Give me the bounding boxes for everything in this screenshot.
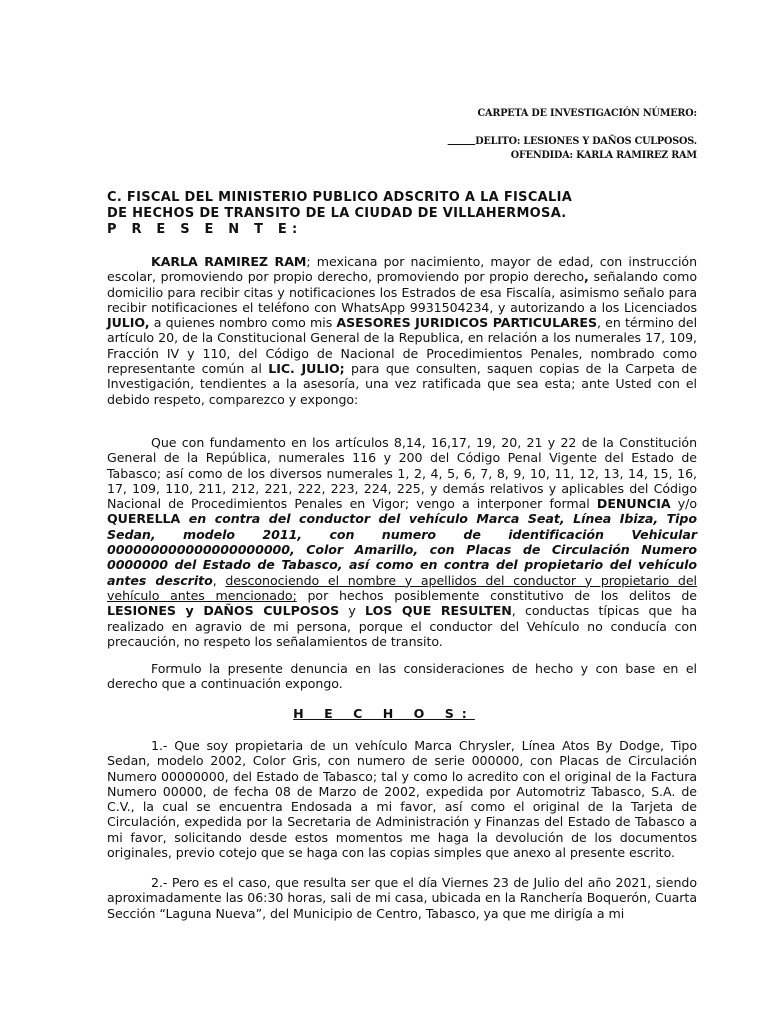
fact-1 bbox=[107, 738, 697, 860]
text-segment: señalando como domicilio para recibir citas y notificaciones los Estrados de esa Fiscalía, asimismo señalo para recibir notificaciones el teléfono con WhatsApp 9931504234, y autorizando a los Licenciados bbox=[107, 269, 697, 315]
text-segment: 2.- Pero es el caso, que resulta ser que el día Viernes 23 de Julio del año 2021, siendo aproximadamente las 06:30 horas, sali de mi casa, ubicada en la Ranchería Boquerón, Cuarta Sección “Laguna Nueva”, del Municipio de Centro, Tabasco, ya que me dirigía a mi bbox=[107, 875, 697, 921]
text-segment: por hechos posiblemente constitutivo de los delitos de bbox=[296, 587, 697, 603]
facts-heading: H E C H O S: bbox=[293, 706, 475, 721]
text-segment: y/o bbox=[670, 496, 697, 512]
text-segment: , conductas típicas que ha realizado en agravio de mi persona, porque el conductor del Vehículo no conducía con precaución, no respeto los señalamientos de transito. bbox=[107, 603, 697, 649]
paragraph-formulation bbox=[107, 661, 697, 692]
text-segment: a quienes nombro como mis bbox=[149, 315, 337, 331]
text-segment: para que consulten, saquen copias de la Carpeta de Investigación, tendientes a la asesoría, una vez ratificada que sea esta; ante Usted con el debido respeto, comparezco y expongo: bbox=[107, 361, 698, 407]
text-segment: 1.- Que soy propietaria de un vehículo Marca Chrysler, Línea Atos By Dodge, Tipo Sedan, modelo 2002, Color Gris, con numero de serie 000000, con Placas de Circulación Numero 00000000, del Estado de Tabasco; tal y como lo acredito con el original de la Factura Numero 00000, de fecha 08 de Marzo de 2002, expedida por Automotriz Tabasco, S.A. de C.V., la cual se encuentra Endosada a mi favor, así como el original de la Tarjeta de Circulación, expedida por la Secretaria de Administración y Finanzas del Estado de Tabasco a mi favor, solicitando desde estos momentos me haga la devolución de los documentos originales, previo cotejo que se haga con las copias simples que anexo al presente escrito. bbox=[107, 738, 697, 861]
paragraph-complaint bbox=[107, 435, 697, 649]
text-segment: , en término del artículo 20, de la Constitucional General de la Republica, en relación a los numerales 17, 109, Fracción IV y 110, del Código de Nacional de Procedimientos Penales, nombrado como representante común al bbox=[107, 315, 698, 377]
text-segment: Formulo la presente denuncia en las consideraciones de hecho y con base en el derecho que a continuación expongo. bbox=[107, 661, 697, 692]
vehicle-description: en contra del conductor del vehículo Marca Seat, Línea Ibiza, Tipo Sedan, modelo 2011, con numero de identificación Vehicular 000000000000000000000, Color Amarillo, con Placas de Circulación Numero 0000000 del Estado de Tabasco, así como en contra del propietario del vehículo antes descrito bbox=[107, 511, 697, 588]
text-segment-bold: , bbox=[584, 269, 589, 285]
text-segment: y bbox=[339, 603, 366, 619]
offense-label: DELITO: LESIONES Y DAÑOS CULPOSOS. bbox=[475, 135, 697, 147]
paragraph-introduction bbox=[107, 254, 697, 407]
denuncia-label: DENUNCIA bbox=[596, 496, 671, 512]
lawyer-name: JULIO, bbox=[107, 315, 150, 331]
representative-name: LIC. JULIO; bbox=[268, 361, 345, 377]
offense-name: LESIONES y DAÑOS CULPOSOS bbox=[107, 603, 340, 619]
addressee-line-2: DE HECHOS DE TRANSITO DE LA CIUDAD DE VILLAHERMOSA. bbox=[107, 206, 567, 221]
legal-advisors-label: ASESORES JURIDICOS PARTICULARES bbox=[336, 315, 597, 331]
addressee-line-1: C. FISCAL DEL MINISTERIO PUBLICO ADSCRITO A LA FISCALIA bbox=[107, 190, 573, 205]
querella-label: QUERELLA bbox=[107, 511, 181, 527]
other-offenses: LOS QUE RESULTEN bbox=[365, 603, 512, 619]
case-header bbox=[475, 106, 697, 162]
text-segment: ; mexicana por nacimiento, mayor de edad, con instrucción escolar, promoviendo por propio derecho, promoviendo por propio derecho bbox=[107, 254, 698, 285]
addressee-block bbox=[107, 190, 667, 238]
victim-label: OFENDIDA: KARLA RAMIREZ RAM bbox=[510, 149, 697, 161]
unknown-driver-note: desconociendo el nombre y apellidos del conductor y propietario del vehículo antes mencionado; bbox=[107, 572, 697, 603]
text-segment: , bbox=[212, 572, 226, 588]
header-spacer bbox=[475, 120, 697, 134]
text-segment: Que con fundamento en los artículos 8,14, 16,17, 19, 20, 21 y 22 de la Constitución General de la República, numerales 116 y 200 del Código Penal Vigente del Estado de Tabasco; así como de los diversos numerales 1, 2, 4, 5, 6, 7, 8, 9, 10, 11, 12, 13, 14, 15, 16, 17, 109, 110, 211, 212, 221, 222, 223, 224, 225, y demás relativos y aplicables del Código Nacional de Procedimientos Penales en Vigor; vengo a interponer formal bbox=[107, 435, 697, 512]
complainant-name: KARLA RAMIREZ RAM bbox=[151, 254, 307, 269]
fact-2 bbox=[107, 875, 697, 921]
case-number-label: CARPETA DE INVESTIGACIÓN NÚMERO: bbox=[477, 107, 697, 119]
addressee-line-3: P R E S E N T E: bbox=[107, 222, 303, 237]
